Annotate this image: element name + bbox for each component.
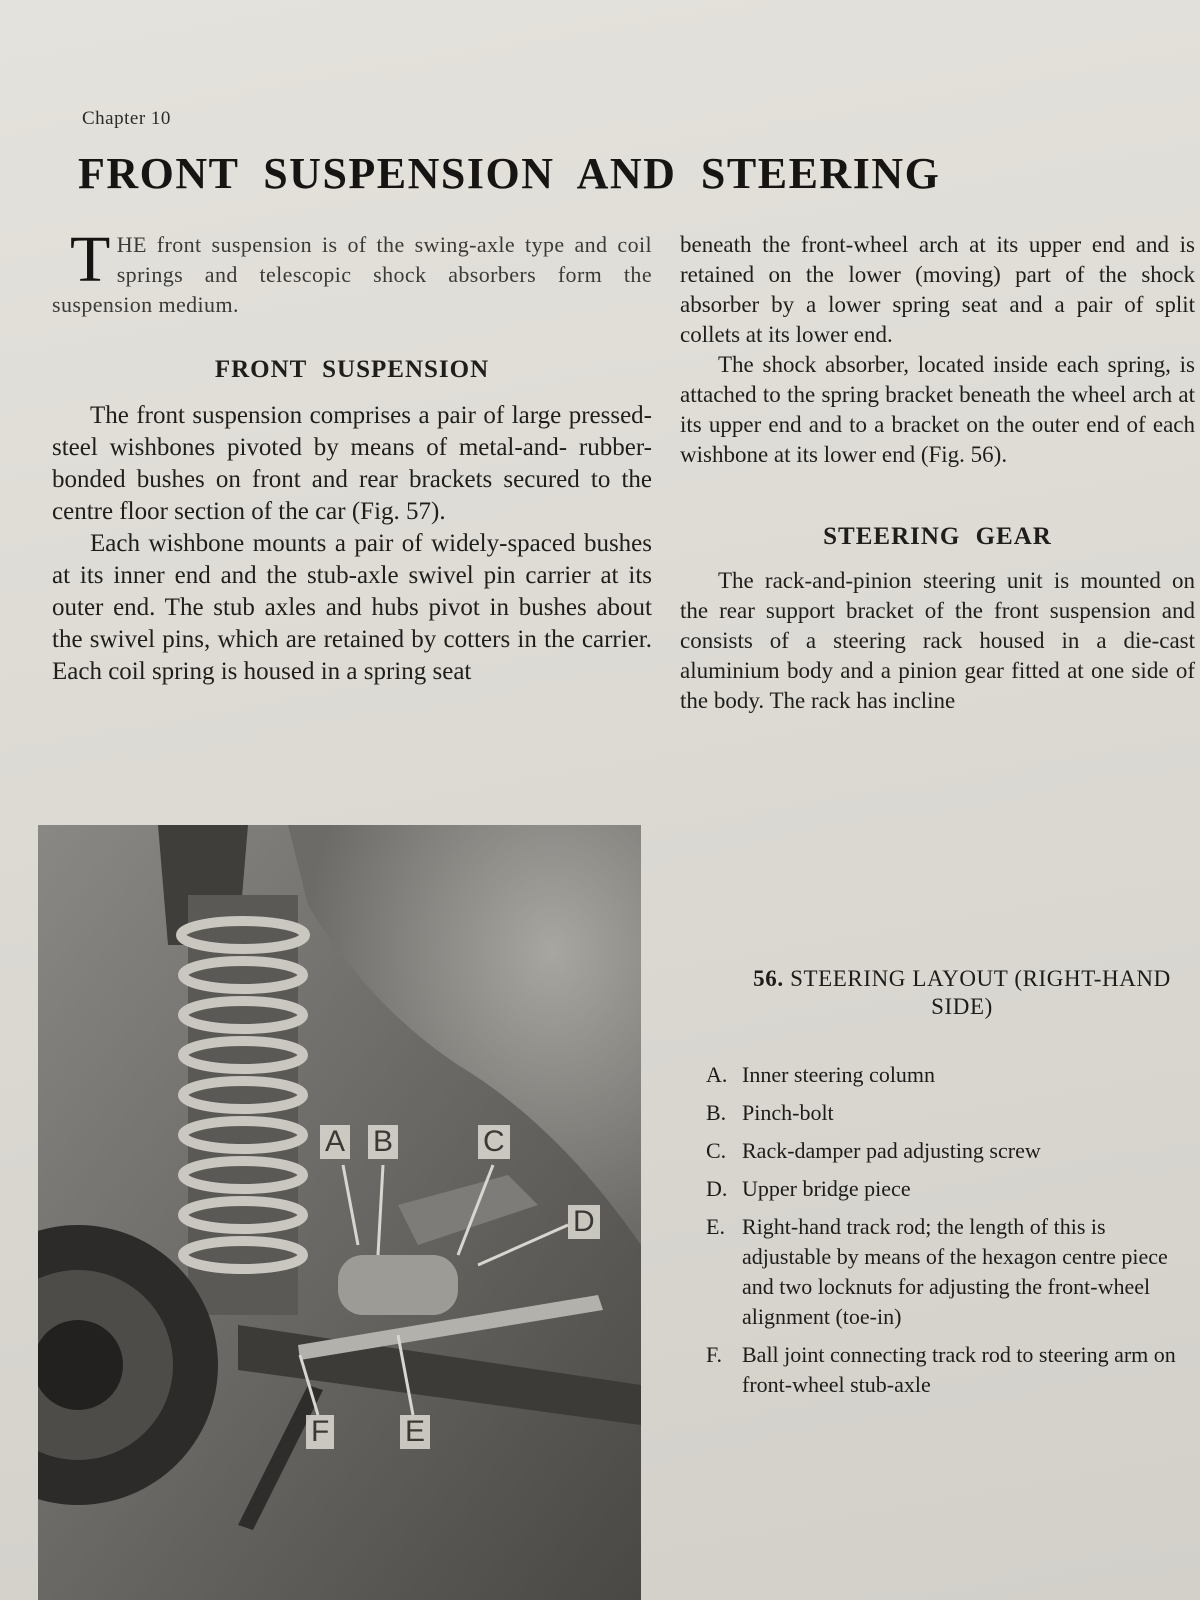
legend-item: [706, 1098, 1200, 1128]
legend-text: Inner steering column: [742, 1062, 936, 1087]
legend-text: Ball joint connecting track rod to steering arm on front-wheel stub-axle: [742, 1342, 1176, 1397]
steering-layout-photo: [38, 825, 641, 1600]
chapter-label: Chapter 10: [82, 108, 171, 129]
intro-paragraph: [52, 223, 652, 320]
section-heading-steering-gear: STEERING GEAR: [823, 523, 1052, 550]
legend-text: Rack-damper pad adjusting screw: [742, 1138, 1041, 1163]
right-column: [680, 230, 1195, 716]
figure-legend: [706, 1060, 1200, 1408]
photo-label-a: A: [320, 1125, 350, 1159]
legend-key: E.: [706, 1214, 725, 1239]
legend-item: [706, 1136, 1200, 1166]
legend-text: Pinch-bolt: [742, 1100, 834, 1125]
paragraph: beneath the front-wheel arch at its upper end and is retained on the lower (moving) part of the shock absorber by a lower spring seat and a pair of split collets at its lower end.: [680, 232, 1195, 347]
intro-text: HE front suspension is of the swing-axle type and coil springs and telescopic shock absorbers form the suspension medium.: [52, 232, 652, 317]
left-column: [52, 223, 652, 688]
paragraph: The front suspension comprises a pair of large pressed-steel wishbones pivoted by means of metal-and- rubber-bonded bushes on front and rear brackets secured to the centre floor section of the car (Fig. 57).: [52, 402, 652, 525]
photo-label-c: C: [478, 1125, 510, 1159]
legend-item: [706, 1212, 1200, 1332]
legend-key: A.: [706, 1062, 728, 1087]
figure-caption-text: STEERING LAYOUT (RIGHT-HAND SIDE): [790, 966, 1171, 1019]
figure-number: 56.: [753, 966, 784, 991]
section-heading-front-suspension: FRONT SUSPENSION: [214, 356, 490, 383]
legend-item: [706, 1060, 1200, 1090]
photo-label-d: D: [568, 1205, 600, 1239]
legend-text: Right-hand track rod; the length of this is adjustable by means of the hexagon centre piece and two locknuts for adjusting the front-wheel alignment (toe-in): [742, 1214, 1168, 1329]
legend-text: Upper bridge piece: [742, 1176, 911, 1201]
legend-key: D.: [706, 1176, 728, 1201]
paragraph: The shock absorber, located inside each spring, is attached to the spring bracket beneath the wheel arch at its upper end and to a bracket on the outer end of each wishbone at its lower end (Fig. 56).: [680, 352, 1195, 467]
legend-item: [706, 1340, 1200, 1400]
legend-key: C.: [706, 1138, 727, 1163]
photo-label-b: B: [368, 1125, 398, 1159]
photo-label-f: F: [306, 1415, 334, 1449]
photo-label-e: E: [400, 1415, 430, 1449]
chapter-title: FRONT SUSPENSION AND STEERING: [78, 149, 941, 198]
figure-caption: [724, 965, 1200, 1021]
paragraph: The rack-and-pinion steering unit is mounted on the rear support bracket of the front suspension and consists of a steering rack housed in a die-cast aluminium body and a pinion gear fitted at one side of the body. The rack has incline: [680, 568, 1195, 713]
drop-cap: T: [70, 223, 111, 296]
photo-illustration: [38, 825, 641, 1600]
legend-key: B.: [706, 1100, 727, 1125]
paragraph: Each wishbone mounts a pair of widely-spaced bushes at its inner end and the stub-axle swivel pin carrier at its outer end. The stub axles and hubs pivot in bushes about the swivel pins, which are retained by cotters in the carrier. Each coil spring is housed in a spring seat: [52, 530, 652, 685]
legend-item: [706, 1174, 1200, 1204]
legend-key: F.: [706, 1342, 722, 1367]
coil-spring: [181, 895, 305, 1315]
